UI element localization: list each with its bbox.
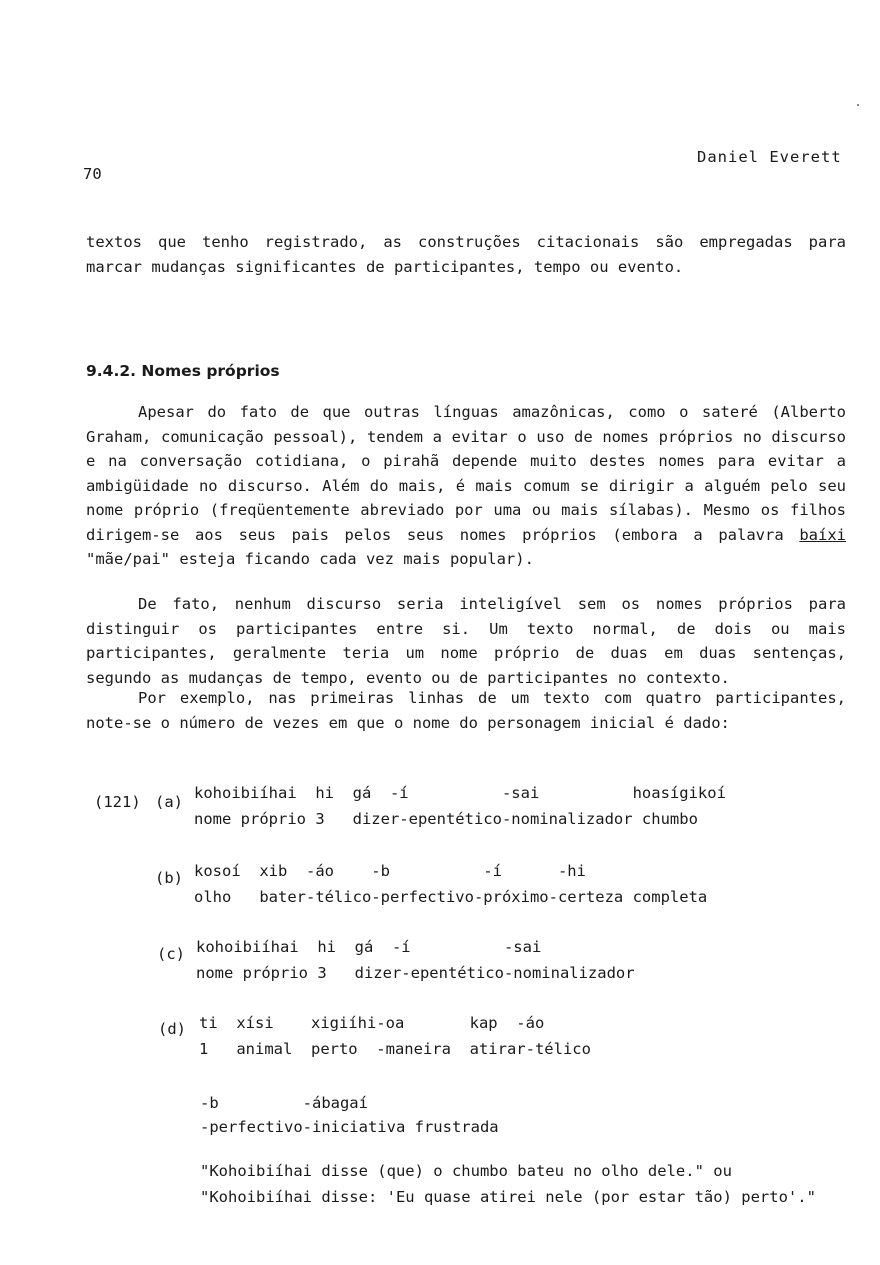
example-label-c: (c) [157,945,185,963]
gloss-line-b2: olho bater-télico-perfectivo-próximo-certeza completa [194,888,708,906]
translation-line-1: "Kohoibiíhai disse (que) o chumbo bateu no olho dele." ou [200,1162,732,1180]
translation-line-2: "Kohoibiíhai disse: 'Eu quase atirei nele (por estar tão) perto'." [200,1188,816,1206]
example-label-a: (a) [155,793,183,811]
paragraph-proper-names [86,400,846,572]
gloss-line-d4: -perfectivo-iniciativa frustrada [200,1118,499,1136]
paragraph-discourse: De fato, nenhum discurso seria inteligível sem os nomes próprios para distinguir os participantes entre si. Um texto normal, de dois ou mais participantes, geralmente teria um nome próprio de duas em duas sentenças, segundo as mudanças de tempo, evento ou de participantes no contexto. [86,595,846,687]
running-header-author: Daniel Everett [697,148,842,166]
example-label-d: (d) [158,1020,186,1038]
gloss-line-d3: -b -ábagaí [200,1094,368,1112]
paragraph-example-intro: Por exemplo, nas primeiras linhas de um texto com quatro participantes, note-se o número de vezes em que o nome do personagem inicial é dado: [86,689,846,732]
example-number: (121) [94,793,141,811]
example-label-b: (b) [155,869,183,887]
scan-speck [857,104,859,106]
gloss-line-d1: ti xísi xigiíhi-oa kap -áo [199,1014,545,1032]
page-number: 70 [83,165,102,183]
gloss-line-a1: kohoibiíhai hi gá -í -sai hoasígikoí [194,784,726,802]
section-heading: 9.4.2. Nomes próprios [86,362,280,380]
underlined-term: baíxi [799,525,847,544]
gloss-line-a2: nome próprio 3 dizer-epentético-nominalizador chumbo [194,810,698,828]
gloss-line-d2: 1 animal perto -maneira atirar-télico [199,1040,591,1058]
gloss-line-c1: kohoibiíhai hi gá -í -sai [196,938,542,956]
paragraph-text-end: "mãe/pai" esteja ficando cada vez mais popular). [86,550,534,568]
gloss-line-c2: nome próprio 3 dizer-epentético-nominalizador [196,964,635,982]
paragraph-text: Apesar do fato de que outras línguas amazônicas, como o sateré (Alberto Graham, comunicação pessoal), tendem a evitar o uso de nomes próprios no discurso e na conversação cotidiana, o pirahã depende muito destes nomes para evitar a ambigüidade no discurso. Além do mais, é mais comum se dirigir a alguém pelo seu nome próprio (freqüentemente abreviado por uma ou mais sílabas). Mesmo os filhos dirigem-se aos seus pais pelos seus nomes próprios (embora a palavra [86,403,846,544]
gloss-line-b1: kosoí xib -áo -b -í -hi [194,862,586,880]
paragraph-continuation: textos que tenho registrado, as construções citacionais são empregadas para marcar mudanças significantes de participantes, tempo ou evento. [86,233,846,276]
